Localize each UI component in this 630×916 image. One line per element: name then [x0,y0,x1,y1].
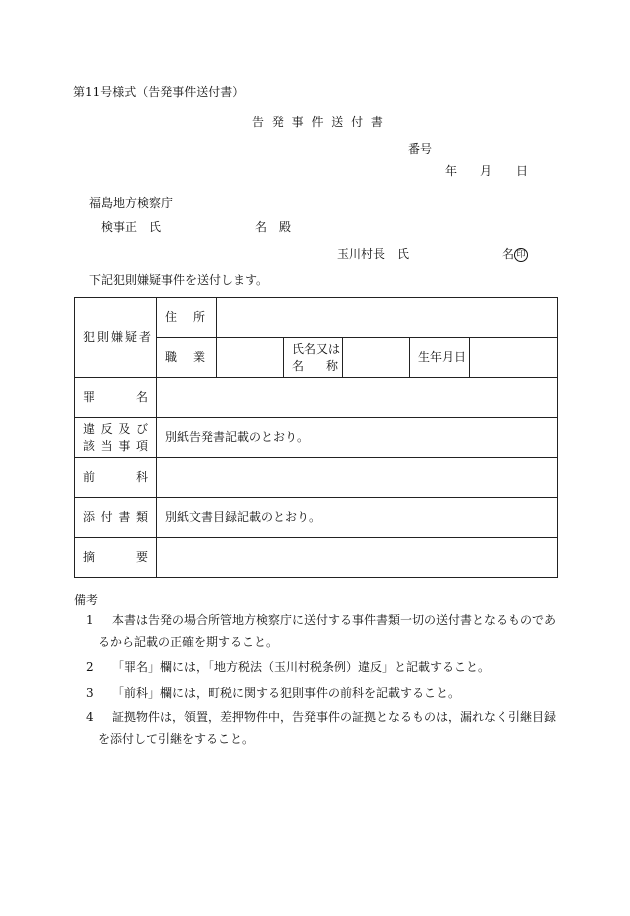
note-text-cont: を添付して引継をすること。 [98,732,255,746]
address-label: 住 所 [157,298,217,338]
note-text-cont: るから記載の正確を期すること。 [98,635,279,649]
date-month: 月 [480,164,493,178]
name-value[interactable] [343,338,410,378]
recipient-officer-title: 検事正 氏 [101,220,162,234]
note-number: 3 [86,686,94,700]
note-item-3 [86,682,556,704]
violation-label: 違 反 及 び 該 当 事 項 [75,418,157,458]
sender-title: 玉川村長 氏 [337,247,410,261]
offense-label: 罪 名 [75,378,157,418]
row-summary [75,538,558,578]
row-prior [75,458,558,498]
birthdate-value[interactable] [470,338,558,378]
address-value[interactable] [217,298,558,338]
occupation-label: 職 業 [157,338,217,378]
note-item-1 [86,609,556,653]
suspect-label: 犯則嫌疑者 [75,298,157,378]
row-offense [75,378,558,418]
summary-value[interactable] [157,538,558,578]
recipient-name-suffix: 名 殿 [255,220,292,234]
form-number: 第11号様式（告発事件送付書） [73,85,245,99]
violation-value: 別紙告発書記載のとおり。 [157,418,558,458]
sender-name-char: 名 [502,247,515,261]
notes-heading: 備考 [74,593,99,607]
note-text: 「罪名」欄には，「地方税法（玉川村税条例）違反」と記載すること。 [112,660,491,674]
name-label: 氏名又は 名 称 [284,338,343,378]
note-number: 4 [86,710,94,724]
recipient-office: 福島地方検察庁 [89,196,174,210]
row-violation [75,418,558,458]
prior-label: 前 科 [75,458,157,498]
date-day: 日 [516,164,529,178]
note-item-4 [86,706,556,750]
number-label: 番号 [408,142,433,156]
note-number: 2 [86,660,94,674]
note-text: 「前科」欄には，町税に関する犯則事件の前科を記載すること。 [112,686,461,700]
birthdate-label: 生年月日 [410,338,470,378]
prior-value[interactable] [157,458,558,498]
note-text: 本書は告発の場合所管地方検察庁に送付する事件書類一切の送付書となるものであ [112,613,557,627]
attachment-label: 添 付 書 類 [75,498,157,538]
occupation-value[interactable] [217,338,284,378]
transmittal-form-table [74,297,558,578]
attachment-value: 別紙文書目録記載のとおり。 [157,498,558,538]
date-year: 年 [445,164,458,178]
document-title: 告 発 事 件 送 付 書 [252,115,385,129]
offense-value[interactable] [157,378,558,418]
summary-label: 摘 要 [75,538,157,578]
note-item-2 [86,656,556,678]
row-address [75,298,558,338]
intro-text: 下記犯則嫌疑事件を送付します。 [89,273,269,287]
row-attachment [75,498,558,538]
seal-icon: 印 [514,248,528,262]
note-text: 証拠物件は，領置，差押物件中，告発事件の証拠となるものは，漏れなく引継目録 [112,710,557,724]
sender-name [502,247,528,262]
note-number: 1 [86,613,94,627]
